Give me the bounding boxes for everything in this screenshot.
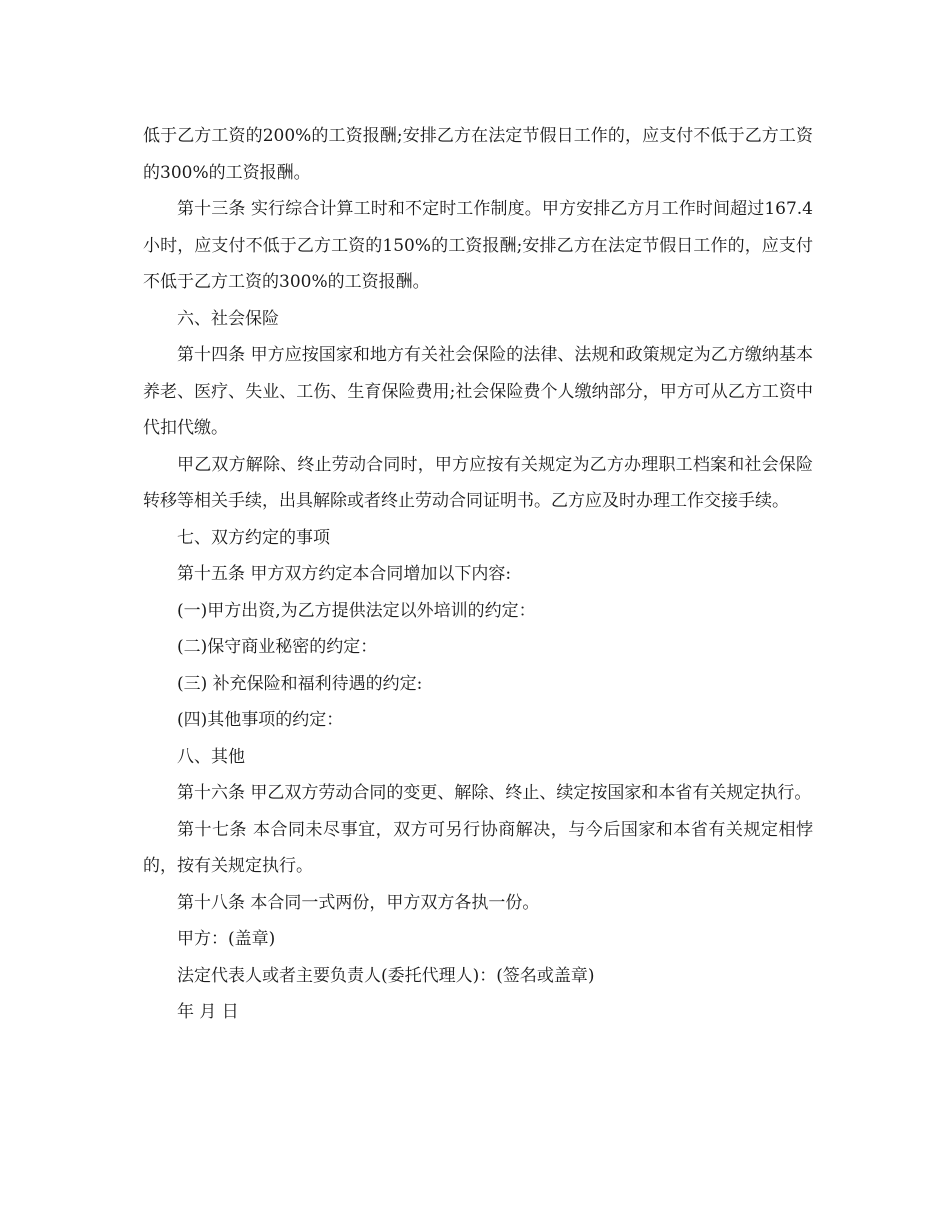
paragraph-overtime-rest: 低于乙方工资的200%的工资报酬;安排乙方在法定节假日工作的，应支付不低于乙方工资的300%的工资报酬。 [143, 126, 813, 183]
signature-date: 年 月 日 [177, 1002, 239, 1022]
signature-legal-representative: 法定代表人或者主要负责人(委托代理人)：(签名或盖章) [177, 965, 595, 986]
document-body [143, 118, 813, 1031]
paragraph-article-13: 第十三条 实行综合计算工时和不定时工作制度。甲方安排乙方月工作时间超过167.4小时，应支付不低于乙方工资的150%的工资报酬;安排乙方在法定节假日工作的，应支付不低于乙方工资的300%的工资报酬。 [143, 199, 813, 292]
list-item-trade-secrets: (二)保守商业秘密的约定： [177, 637, 378, 657]
section-heading-social-insurance: 六、社会保险 [177, 308, 279, 329]
paragraph-article-14: 第十四条 甲方应按国家和地方有关社会保险的法律、法规和政策规定为乙方缴纳基本养老、医疗、失业、工伤、生育保险费用;社会保险费个人缴纳部分，甲方可从乙方工资中代扣代缴。 [143, 345, 813, 438]
list-item-training: (一)甲方出资,为乙方提供法定以外培训的约定： [177, 600, 536, 621]
list-item-insurance-benefits: (三) 补充保险和福利待遇的约定: [177, 673, 423, 694]
paragraph-termination-procedures: 甲乙双方解除、终止劳动合同时，甲方应按有关规定为乙方办理职工档案和社会保险转移等相关手续，出具解除或者终止劳动合同证明书。乙方应及时办理工作交接手续。 [143, 454, 813, 511]
paragraph-article-16: 第十六条 甲乙双方劳动合同的变更、解除、终止、续定按国家和本省有关规定执行。 [177, 783, 812, 803]
paragraph-article-17: 第十七条 本合同未尽事宜，双方可另行协商解决，与今后国家和本省有关规定相悖的，按有关规定执行。 [143, 819, 813, 876]
section-heading-other: 八、其他 [177, 746, 245, 767]
paragraph-article-15: 第十五条 甲方双方约定本合同增加以下内容: [177, 564, 512, 584]
signature-party-a: 甲方：(盖章) [177, 929, 276, 949]
paragraph-article-18: 第十八条 本合同一式两份，甲方双方各执一份。 [177, 892, 540, 913]
list-item-other-matters: (四)其他事项的约定： [177, 710, 344, 730]
section-heading-agreed-matters: 七、双方约定的事项 [177, 527, 330, 548]
